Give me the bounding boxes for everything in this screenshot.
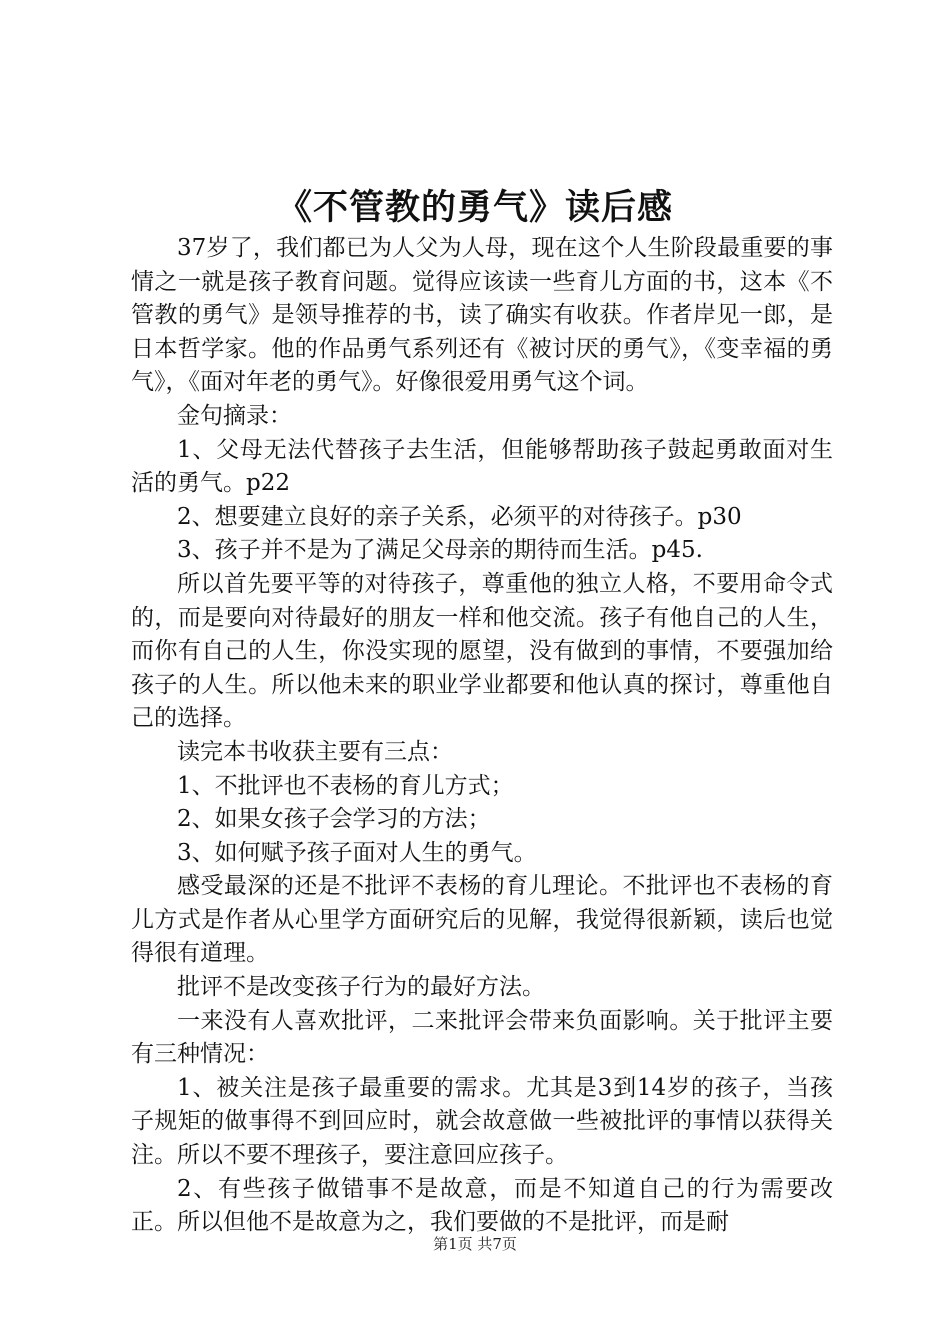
paragraph-criticism-intro: 一来没有人喜欢批评，二来批评会带来负面影响。关于批评主要有三种情况：	[131, 1007, 833, 1068]
document-title: 《不管教的勇气》读后感	[276, 187, 673, 228]
paragraph-quote-2: 2、想要建立良好的亲子关系，必须平的对待孩子。p30	[177, 503, 742, 530]
paragraph-criticism-statement: 批评不是改变孩子行为的最好方法。	[177, 974, 545, 1001]
document-body	[131, 232, 833, 1240]
paragraph-quote-1: 1、父母无法代替孩子去生活，但能够帮助孩子鼓起勇敢面对生活的勇气。p22	[131, 436, 833, 497]
page-footer: 第1页 共7页	[433, 1235, 517, 1253]
paragraph-takeaway-1: 1、不批评也不表杨的育儿方式；	[177, 772, 514, 799]
paragraph-intro: 37岁了，我们都已为人父为人母，现在这个人生阶段最重要的事情之一就是孩子教育问题。觉得应该读一些育儿方面的书，这本《不管教的勇气》是领导推荐的书，读了确实有收获。作者岸见一郎，是日本哲学家。他的作品勇气系列还有《被讨厌的勇气》，《变幸福的勇气》，《面对年老的勇气》。好像很爱用勇气这个词。	[131, 235, 833, 396]
paragraph-criticism-case-2: 2、有些孩子做错事不是故意，而是不知道自己的行为需要改正。所以但他不是故意为之，我们要做的不是批评，而是耐	[131, 1175, 833, 1236]
paragraph-takeaway-3: 3、如何赋予孩子面对人生的勇气。	[177, 839, 537, 866]
paragraph-takeaway-2: 2、如果女孩子会学习的方法；	[177, 806, 491, 833]
paragraph-impression: 感受最深的还是不批评不表杨的育儿理论。不批评也不表杨的育儿方式是作者从心里学方面研究后的见解，我觉得很新颖，读后也觉得很有道理。	[131, 873, 833, 967]
paragraph-takeaways-heading: 读完本书收获主要有三点：	[177, 738, 453, 765]
paragraph-quote-3: 3、孩子并不是为了满足父母亲的期待而生活。p45.	[177, 537, 703, 564]
paragraph-equality: 所以首先要平等的对待孩子，尊重他的独立人格，不要用命令式的，而是要向对待最好的朋友一样和他交流。孩子有他自己的人生，而你有自己的人生，你没实现的愿望，没有做到的事情，不要强加给孩子的人生。所以他未来的职业学业都要和他认真的探讨，尊重他自己的选择。	[131, 570, 833, 732]
paragraph-criticism-case-1: 1、被关注是孩子最重要的需求。尤其是3到14岁的孩子，当孩子规矩的做事得不到回应时，就会故意做一些被批评的事情以获得关注。所以不要不理孩子，要注意回应孩子。	[131, 1074, 833, 1169]
paragraph-quotes-heading: 金句摘录：	[177, 402, 292, 429]
